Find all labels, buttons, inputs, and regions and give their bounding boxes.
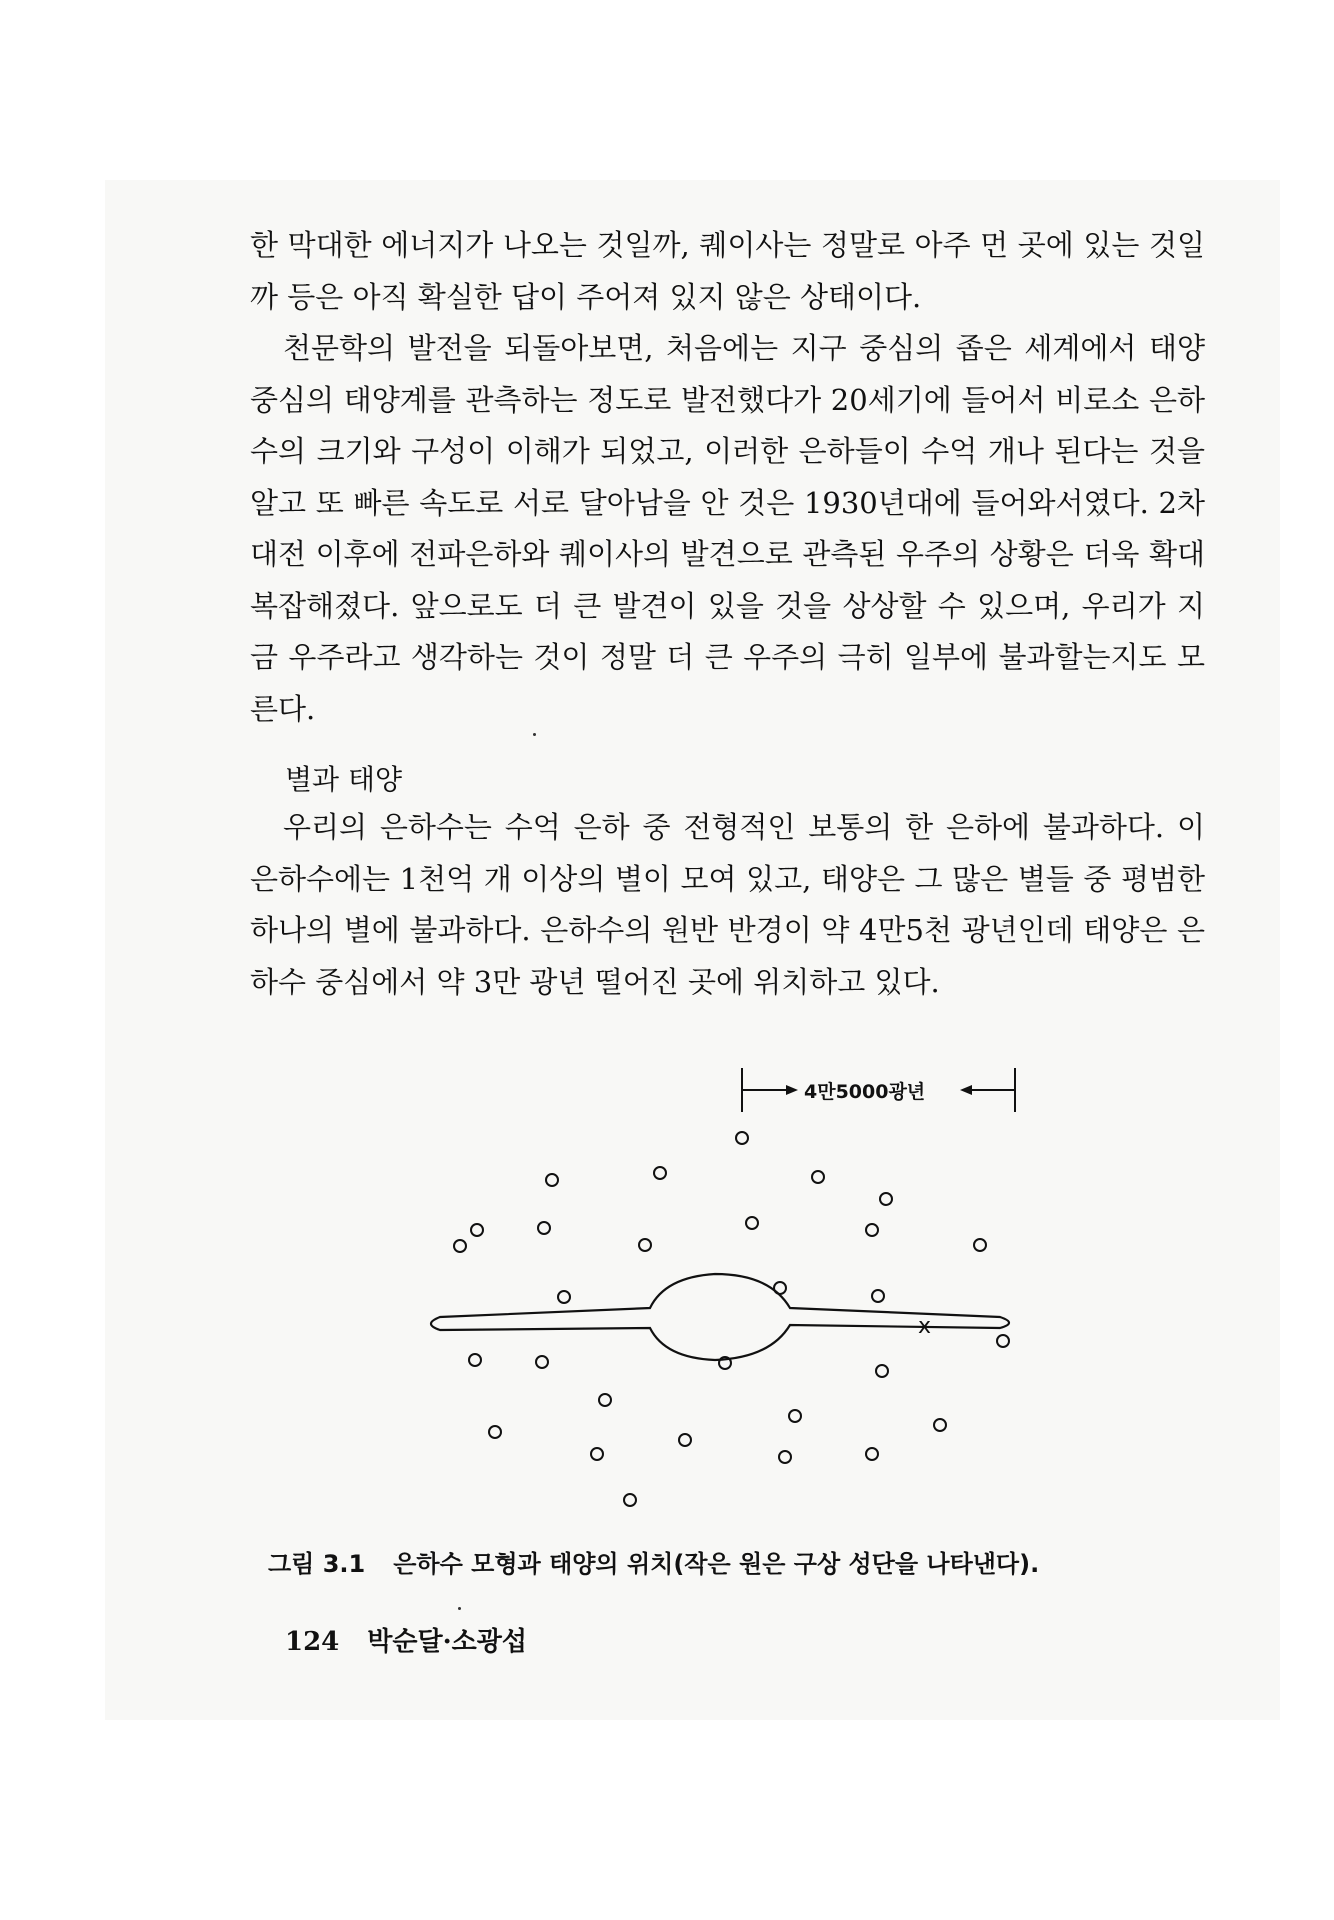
- globular-cluster: [974, 1239, 986, 1251]
- page-footer: [285, 1624, 527, 1660]
- stray-dot-mark: [458, 1607, 461, 1610]
- globular-cluster: [736, 1132, 748, 1144]
- sun-position-marker: x: [918, 1314, 932, 1339]
- globular-cluster: [876, 1365, 888, 1377]
- globular-cluster: [866, 1224, 878, 1236]
- section-text: [250, 802, 1205, 1008]
- globular-cluster: [489, 1426, 501, 1438]
- globular-cluster: [536, 1356, 548, 1368]
- section-heading: 별과 태양: [285, 763, 403, 796]
- globular-cluster: [812, 1171, 824, 1183]
- globular-cluster: [866, 1448, 878, 1460]
- globular-cluster: [654, 1167, 666, 1179]
- globular-cluster: [997, 1335, 1009, 1347]
- globular-cluster: [538, 1222, 550, 1234]
- caption-text: 은하수 모형과 태양의 위치(작은 원은 구상 성단을 나타낸다).: [393, 1550, 1040, 1578]
- scale-label: 4만5000광년: [804, 1081, 926, 1103]
- globular-cluster: [591, 1448, 603, 1460]
- globular-cluster: [546, 1174, 558, 1186]
- paragraph-1: 한 막대한 에너지가 나오는 것일까, 퀘이사는 정말로 아주 먼 곳에 있는 것일까 등은 아직 확실한 답이 주어져 있지 않은 상태이다.: [250, 228, 1205, 314]
- galaxy-model-figure: [400, 1040, 1040, 1520]
- globular-cluster: [789, 1410, 801, 1422]
- scale-bar-left-arrowhead: [786, 1085, 798, 1095]
- figure-caption: [268, 1547, 1039, 1581]
- paragraph-2: 천문학의 발전을 되돌아보면, 처음에는 지구 중심의 좁은 세계에서 태양 중심의 태양계를 관측하는 정도로 발전했다가 20세기에 들어서 비로소 은하수의 크기와 구성이 이해가 되었고, 이러한 은하들이 수억 개나 된다는 것을 알고 또 빠른 속도로 서로 달아남을 안 것은 1930년대에 들어와서였다. 2차 대전 이후에 전파은하와 퀘이사의 발견으로 관측된 우주의 상황은 더욱 확대 복잡해졌다. 앞으로도 더 큰 발견이 있을 것을 상상할 수 있으며, 우리가 지금 우주라고 생각하는 것이 정말 더 큰 우주의 극히 일부에 불과할는지도 모른다.: [250, 331, 1205, 726]
- galaxy-disk-outline: [415, 1132, 550, 1148]
- caption-number: 그림 3.1: [268, 1550, 366, 1578]
- globular-cluster: [558, 1291, 570, 1303]
- globular-cluster: [779, 1451, 791, 1463]
- globular-cluster: [872, 1290, 884, 1302]
- globular-cluster: [624, 1494, 636, 1506]
- page-number: 124: [285, 1627, 340, 1657]
- scale-bar-right-arrowhead: [960, 1085, 972, 1095]
- body-text: [250, 220, 1205, 735]
- stray-dot-mark: [533, 733, 536, 736]
- globular-cluster: [454, 1240, 466, 1252]
- globular-cluster: [880, 1193, 892, 1205]
- globular-cluster: [679, 1434, 691, 1446]
- section-paragraph: 우리의 은하수는 수억 은하 중 전형적인 보통의 한 은하에 불과하다. 이 은하수에는 1천억 개 이상의 별이 모여 있고, 태양은 그 많은 별들 중 평범한 하나의 별에 불과하다. 은하수의 원반 반경이 약 4만5천 광년인데 태양은 은하수 중심에서 약 3만 광년 떨어진 곳에 위치하고 있다.: [250, 810, 1205, 999]
- globular-cluster: [774, 1282, 786, 1294]
- footer-authors: 박순달·소광섭: [367, 1627, 528, 1657]
- globular-cluster: [639, 1239, 651, 1251]
- globular-cluster: [471, 1224, 483, 1236]
- globular-cluster: [934, 1419, 946, 1431]
- globular-cluster: [746, 1217, 758, 1229]
- globular-cluster: [599, 1394, 611, 1406]
- globular-cluster: [469, 1354, 481, 1366]
